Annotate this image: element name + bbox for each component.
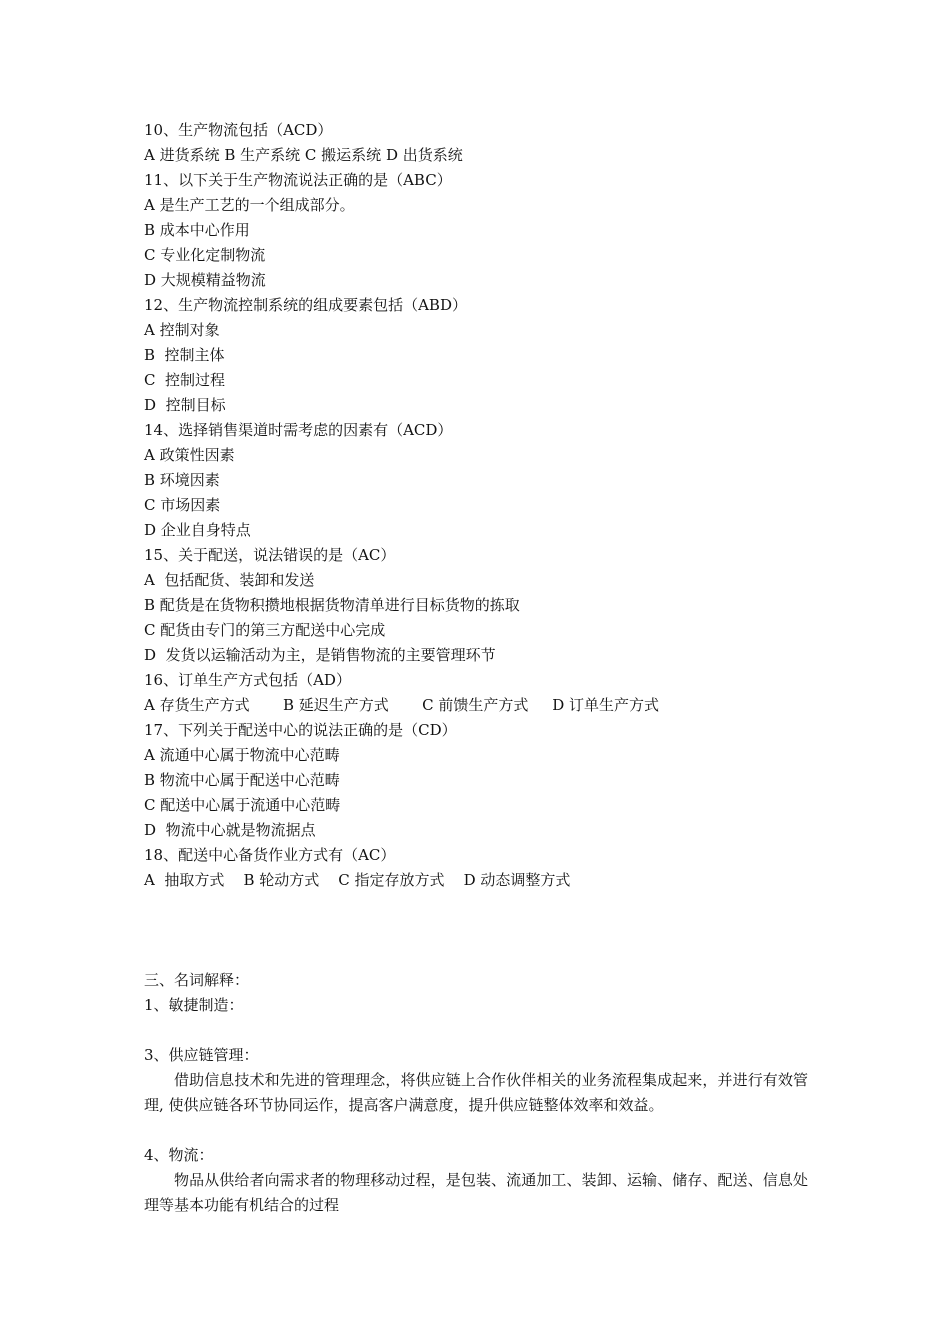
question-option: D 控制目标 bbox=[144, 396, 226, 414]
question-stem: 14、选择销售渠道时需考虑的因素有（ACD） bbox=[144, 421, 453, 439]
question-option: B 成本中心作用 bbox=[144, 221, 250, 239]
question-stem: 16、订单生产方式包括（AD） bbox=[144, 671, 351, 689]
question-option: A 存货生产方式 B 延迟生产方式 C 前馈生产方式 D 订单生产方式 bbox=[144, 696, 660, 714]
blank-line bbox=[144, 943, 808, 968]
document-content bbox=[144, 118, 808, 1218]
glossary-term: 1、敏捷制造： bbox=[144, 996, 244, 1014]
question-stem: 18、配送中心备货作业方式有（AC） bbox=[144, 846, 396, 864]
question-option: D 物流中心就是物流据点 bbox=[144, 821, 316, 839]
question-option: A 控制对象 bbox=[144, 321, 220, 339]
question-option: C 市场因素 bbox=[144, 496, 221, 514]
question-option: B 物流中心属于配送中心范畴 bbox=[144, 771, 340, 789]
question-option: A 流通中心属于物流中心范畴 bbox=[144, 746, 340, 764]
blank-line bbox=[144, 918, 808, 943]
question-stem: 10、生产物流包括（ACD） bbox=[144, 121, 333, 139]
blank-line bbox=[144, 1018, 808, 1043]
question-option: D 大规模精益物流 bbox=[144, 271, 266, 289]
question-option: B 配货是在货物积攒地根据货物清单进行目标货物的拣取 bbox=[144, 596, 520, 614]
question-stem: 12、生产物流控制系统的组成要素包括（ABD） bbox=[144, 296, 467, 314]
question-option: A 政策性因素 bbox=[144, 446, 235, 464]
question-option: C 配货由专门的第三方配送中心完成 bbox=[144, 621, 386, 639]
question-option: D 发货以运输活动为主，是销售物流的主要管理环节 bbox=[144, 646, 496, 664]
glossary-definition: 借助信息技术和先进的管理理念，将供应链上合作伙伴相关的业务流程集成起来，并进行有效管理, 使供应链各环节协同运作，提高客户满意度，提升供应链整体效率和效益。 bbox=[144, 1071, 808, 1114]
question-option: D 企业自身特点 bbox=[144, 521, 251, 539]
question-stem: 11、以下关于生产物流说法正确的是（ABC） bbox=[144, 171, 452, 189]
blank-line bbox=[144, 1118, 808, 1143]
section-heading: 三、名词解释： bbox=[144, 971, 250, 989]
glossary-term: 4、物流： bbox=[144, 1146, 214, 1164]
question-option: A 是生产工艺的一个组成部分。 bbox=[144, 196, 355, 214]
question-option: A 包括配货、装卸和发送 bbox=[144, 571, 315, 589]
question-option: B 环境因素 bbox=[144, 471, 220, 489]
question-stem: 15、关于配送，说法错误的是（AC） bbox=[144, 546, 396, 564]
glossary-definition: 物品从供给者向需求者的物理移动过程，是包装、流通加工、装卸、运输、储存、配送、信息处理等基本功能有机结合的过程 bbox=[144, 1171, 808, 1214]
question-option: A 进货系统 B 生产系统 C 搬运系统 D 出货系统 bbox=[144, 146, 463, 164]
question-option: C 配送中心属于流通中心范畴 bbox=[144, 796, 341, 814]
question-option: A 抽取方式 B 轮动方式 C 指定存放方式 D 动态调整方式 bbox=[144, 871, 571, 889]
question-option: B 控制主体 bbox=[144, 346, 225, 364]
blank-line bbox=[144, 893, 808, 918]
question-option: C 控制过程 bbox=[144, 371, 226, 389]
question-option: C 专业化定制物流 bbox=[144, 246, 266, 264]
glossary-term: 3、供应链管理： bbox=[144, 1046, 259, 1064]
question-stem: 17、下列关于配送中心的说法正确的是（CD） bbox=[144, 721, 457, 739]
